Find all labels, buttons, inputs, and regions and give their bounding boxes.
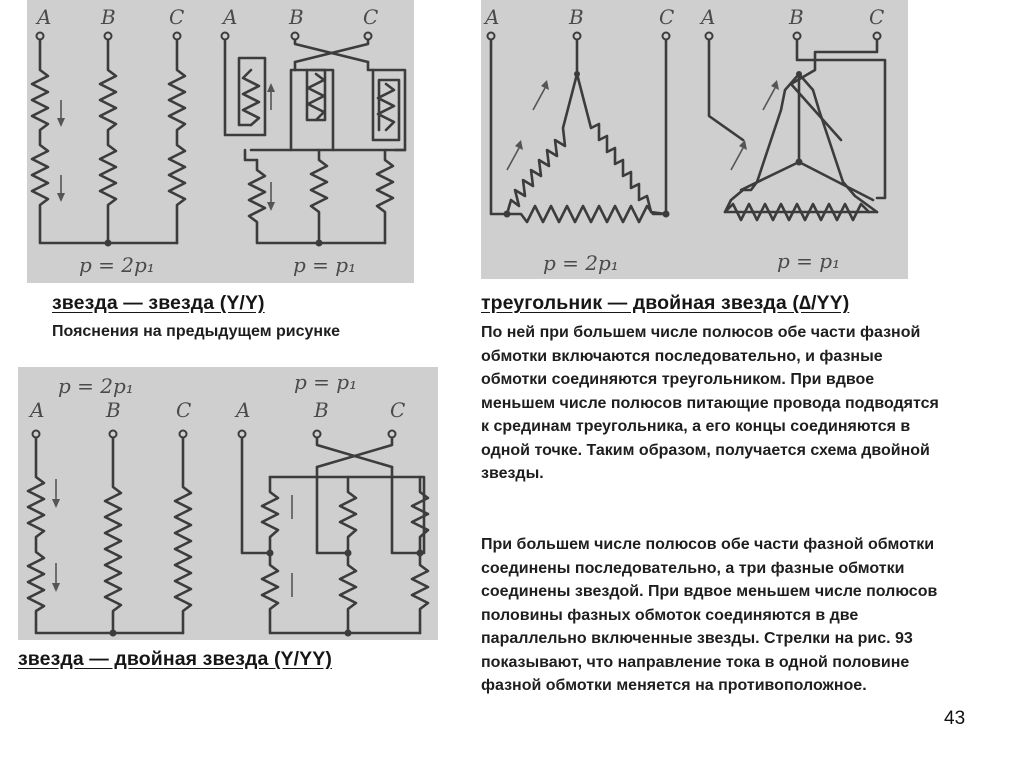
terminal-label-b: B bbox=[789, 5, 804, 29]
formula-left: p = 2p₁ bbox=[543, 251, 619, 275]
description-star-double-star: При большем числе полюсов обе части фазной обмотки соединены последовательно, а три фазные обмотки соединены звездой. При вдвое меньшем числе полюсов половины фазных обмоток соединяются в две параллельно включенные звезды. Стрелки на рис. 93 показывают, что направление тока в одной половине фазной обмотки меняется на противоположное. bbox=[481, 536, 938, 694]
formula-left: p = 2p₁ bbox=[58, 374, 134, 398]
formula-right: p = p₁ bbox=[293, 253, 357, 277]
double-star-winding-right bbox=[239, 431, 429, 637]
note-star-star: Пояснения на предыдущем рисунке bbox=[52, 323, 340, 340]
page-number: 43 bbox=[944, 708, 966, 729]
terminal-label-c: C bbox=[176, 398, 192, 422]
terminal-label-c: C bbox=[363, 5, 379, 29]
caption-star-double-star-text: звезда — двойная звезда (Y/YY) bbox=[18, 648, 332, 670]
terminal-label-a: A bbox=[485, 5, 500, 29]
terminal-label-b: B bbox=[569, 5, 584, 29]
terminal-label-b: B bbox=[289, 5, 304, 29]
caption-star-star-text: звезда — звезда (Y/Y) bbox=[52, 292, 265, 314]
terminal-label-b: B bbox=[101, 5, 116, 29]
terminal-label-a: A bbox=[223, 5, 238, 29]
terminal-label-c: C bbox=[390, 398, 406, 422]
formula-left: p = 2p₁ bbox=[79, 253, 155, 277]
star-winding-left bbox=[28, 431, 191, 637]
terminal-label-b: B bbox=[314, 398, 329, 422]
description-delta-double-star: По ней при большем числе полюсов обе части фазной обмотки включаются последовательно, и фазные обмотки соединяются треугольником. При вдвое меньшем числе полюсов питающие провода подводятся к срединам треугольника, а его концы соединяются в одной точке. Таким образом, получается схема двойной звезды. bbox=[481, 324, 939, 482]
terminal-label-a: A bbox=[30, 398, 45, 422]
formula-right: p = p₁ bbox=[294, 370, 358, 394]
terminal-label-c: C bbox=[869, 5, 885, 29]
caption-star-double-star bbox=[18, 648, 332, 671]
terminal-label-c: C bbox=[169, 5, 185, 29]
delta-winding-left bbox=[488, 33, 670, 223]
diagram-star-double-star bbox=[18, 367, 438, 640]
caption-delta-double-star bbox=[481, 292, 849, 315]
double-star-winding-right bbox=[706, 33, 886, 221]
star-winding-left bbox=[32, 33, 185, 247]
formula-right: p = p₁ bbox=[777, 249, 841, 273]
double-star-winding-right bbox=[222, 33, 406, 247]
diagram-delta-double-star bbox=[481, 0, 908, 279]
terminal-label-a: A bbox=[37, 5, 52, 29]
terminal-label-c: C bbox=[659, 5, 675, 29]
terminal-label-b: B bbox=[106, 398, 121, 422]
caption-star-star bbox=[52, 292, 265, 315]
diagram-star-star bbox=[27, 0, 414, 283]
terminal-label-a: A bbox=[701, 5, 716, 29]
caption-delta-double-star-text: треугольник — двойная звезда (∆/YY) bbox=[481, 292, 850, 314]
terminal-label-a: A bbox=[236, 398, 251, 422]
